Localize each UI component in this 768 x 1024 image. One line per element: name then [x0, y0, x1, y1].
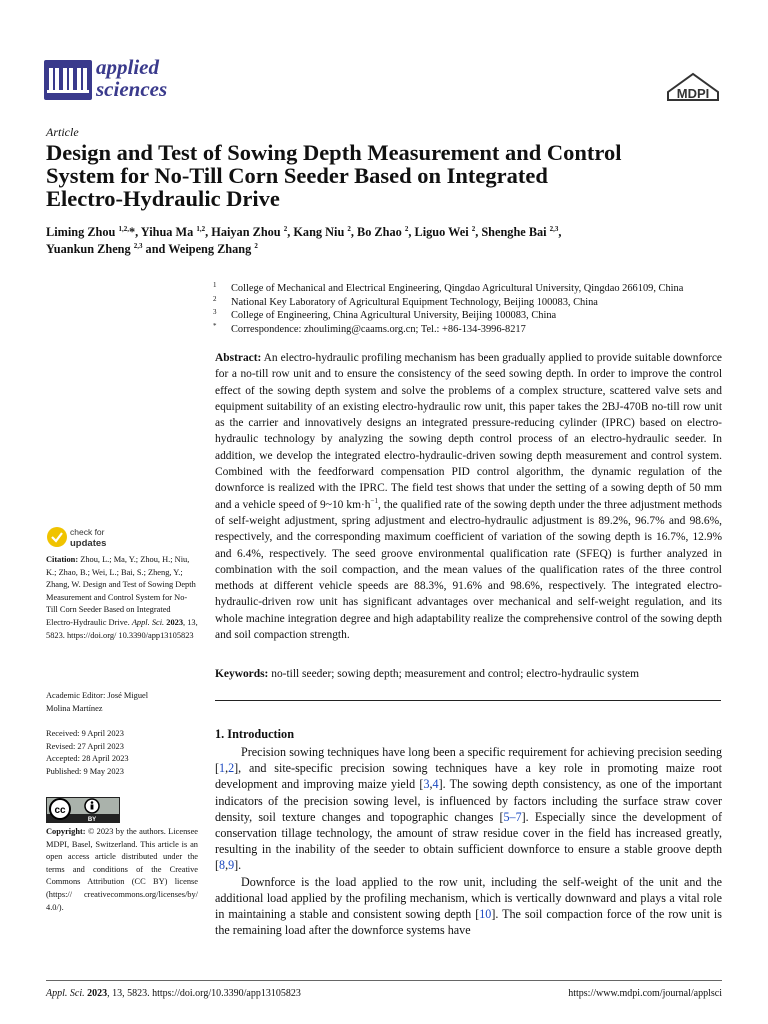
date-published: Published: 9 May 2023	[46, 766, 124, 776]
author-line	[46, 224, 726, 241]
keywords	[215, 666, 722, 682]
journal-name-line2: sciences	[96, 77, 168, 101]
text-run: ,	[558, 225, 562, 239]
text-run: Liming Zhou	[46, 225, 119, 239]
paragraph	[215, 744, 722, 874]
check-circle-icon	[47, 527, 67, 547]
text-run: , Haiyan Zhou	[205, 225, 284, 239]
text-run: , Kang Niu	[287, 225, 348, 239]
citation-link[interactable]: 8	[219, 858, 226, 873]
footer-journal-url[interactable]: https://www.mdpi.com/journal/applsci	[568, 988, 722, 999]
author-affiliation-superscript: 1,2,	[118, 224, 129, 233]
citation-link[interactable]: 5–7	[503, 809, 522, 824]
abstract-label: Abstract:	[215, 352, 262, 364]
paragraph	[215, 874, 722, 939]
citation-label: Citation:	[46, 555, 79, 564]
author-affiliation-superscript: 2	[254, 241, 258, 250]
text-run: , Bo Zhao	[350, 225, 405, 239]
academic-editor	[46, 690, 198, 715]
citation-journal: Appl. Sci.	[131, 617, 165, 627]
citation-link[interactable]: 2	[228, 761, 235, 776]
text-run: *, Yihua Ma	[128, 225, 197, 239]
text-run: and Weipeng Zhang	[142, 242, 255, 256]
affiliation-text: College of Mechanical and Electrical Engineering, Qingdao Agricultural University, Qingdao 266109, China	[231, 283, 684, 294]
editor-name: Molina Martínez	[46, 703, 103, 713]
author-line	[46, 241, 726, 258]
citation-volume: , 13, 5823. https://doi.org/ 10.3390/app13105823	[46, 617, 198, 640]
author-affiliation-superscript: 2	[283, 224, 288, 233]
article-type: Article	[46, 125, 79, 139]
date-received: Received: 9 April 2023	[46, 729, 124, 738]
abstract-superscript: −1	[370, 496, 378, 505]
affiliation-text: College of Engineering, China Agricultural University, Beijing 100083, China	[231, 310, 557, 321]
section-divider	[215, 700, 721, 701]
text-run: ]. The soil compaction force of the row unit is the remaining load after the downforce systems have	[215, 907, 722, 938]
title-line: Design and Test of Sowing Depth Measurement and Control	[46, 140, 622, 165]
text-run: ].	[234, 858, 242, 873]
author-affiliation-superscript: 2	[404, 224, 409, 233]
article-title	[46, 141, 726, 210]
abstract-text: An electro-hydraulic profiling mechanism has been gradually applied to provide suitable downforce for a no-till row unit and to ensure the consistency of the seed sowing depth. In order to improve the control effect of the sowing depth system and solve the problems of a complex structure, scattered valve sets and equipment suitability of an existing electro-hydraulic row unit, this paper takes the 2BJ-470B no-till row unit as the carrier and innovatively designs an integrated pressure-reducing cylinder (IPRC) based on electro-hydraulic technology by analyzing the sowing depth control process of an electro-hydraulic seeder. In addition, we develop the integrated electro-hydraulic-driven sowing depth measurement and control system. Combined with the feedforward compensation PID control algorithm, the dynamic regulation of the downforce is realized with the IPRC. The field test shows that under the setting of a sowing depth of 50 mm and a vehicle speed of 9~10 km·h	[215, 352, 722, 511]
title-line: System for No-Till Corn Seeder Based on Integrated	[46, 163, 548, 188]
text-run: Downforce is the load applied to the row unit, including the self-weight of the unit and the additional load applied by the profiling mechanism, which is vertically downward and plays a vital role in maintaining a stable and consistent sowing depth [	[215, 874, 722, 922]
mdpi-logo-text: MDPI	[676, 86, 710, 101]
footer-doi[interactable]: , 13, 5823. https://doi.org/10.3390/app13105823	[107, 988, 301, 999]
citation-year: 2023	[166, 617, 183, 627]
cc-by-label: BY	[87, 817, 97, 823]
affiliation-list	[213, 282, 733, 336]
footer-citation	[46, 988, 301, 999]
text-run: Yuankun Zheng	[46, 242, 134, 256]
title-line: Electro-Hydraulic Drive	[46, 186, 280, 211]
footer-journal: Appl. Sci.	[46, 988, 85, 999]
mdpi-logo-icon	[664, 70, 722, 104]
author-affiliation-superscript: 2,3	[549, 224, 559, 233]
author-affiliation-superscript: 1,2	[196, 224, 206, 233]
copyright-text: © 2023 by the authors. Licensee MDPI, Basel, Switzerland. This article is an open access article distributed under the terms and conditions of the Creative Commons Attribution (CC BY) license (https:// creativecommons.org/licenses/by/ 4.0/).	[46, 827, 198, 912]
date-revised: Revised: 27 April 2023	[46, 741, 124, 751]
citation-link[interactable]: 4	[432, 777, 439, 792]
author-affiliation-superscript: 2,3	[133, 241, 143, 250]
affiliation-text: Correspondence: zhouliming@caams.org.cn; Tel.: +86-134-3996-8217	[231, 323, 526, 335]
text-run: ], and site-specific precision sowing techniques have a key role in promoting maize root development and improving maize yield [	[215, 761, 722, 792]
editor-label: Academic Editor: José Miguel	[46, 691, 149, 700]
citation-text: Zhou, L.; Ma, Y.; Zhou, H.; Niu, K.; Zhao, B.; Wei, L.; Bai, S.; Zheng, Y.; Zhang, W. Design and Test of Sowing Depth Measurement and Control System for No-Till Corn Seeder Based on Integrated Electro-Hydraulic Drive.	[46, 555, 196, 627]
abstract-text-continued: , the qualified rate of the sowing depth under the three adjustment methods of self-weight adjustment, spring adjustment and electro-hydraulic adjustment is 89.2%, 96.7% and 98.6%, respectively, and the corresponding maximum coefficient of variation of the sowing depth is 16.7%, 12.9% and 6.4%, respectively. The seed groove environmental qualification rate (SFEQ) is further analyzed in combination with the soil compaction, and the mean values of the qualification rates of the three control methods at different vehicle speeds are 88.3%, 91.6% and 98.6%, respectively. The integrated electro-hydraulic-driven row unit has significant advantages over mechanical and self-weight regulation, and its whole machine integration degree and high adaptability realize the comprehensive control of the sowing depth and soil compaction strength.	[215, 498, 722, 642]
citation-block	[46, 554, 198, 642]
date-accepted: Accepted: 28 April 2023	[46, 754, 129, 764]
check-line2: updates	[70, 538, 107, 549]
affiliation-number: 1	[213, 281, 217, 289]
abstract	[215, 350, 722, 643]
introduction-body	[215, 744, 722, 938]
affiliation-item	[213, 296, 733, 310]
affiliation-number: *	[213, 321, 217, 330]
text-run: ,	[429, 777, 433, 792]
text-run: , Liguo Wei	[408, 225, 472, 239]
footer-divider	[46, 980, 722, 981]
text-run: ]. Especially since the development of conservation tillage technology, the amount of straw residue cover in the field has increased greatly, resulting in the inability of the seeder to obtain sufficient downforce to ensure a stable groove depth [	[215, 809, 722, 873]
text-run: ,	[225, 761, 229, 776]
citation-link[interactable]: 1	[219, 761, 226, 776]
text-run: ,	[225, 858, 229, 873]
text-run: ]. The sowing depth consistency, as one of the important indicators of the precision sowing level, is influenced by factors including the surface straw cover density, soil texture changes and topographic changes [	[215, 777, 722, 824]
keywords-label: Keywords:	[215, 668, 269, 680]
copyright-block	[46, 826, 198, 914]
journal-name	[96, 56, 167, 100]
copyright-label: Copyright:	[46, 827, 86, 836]
author-affiliation-superscript: 2	[347, 224, 351, 233]
journal-name-line1: applied	[96, 55, 159, 79]
keywords-text: no-till seeder; sowing depth; measurement and control; electro-hydraulic system	[271, 668, 640, 680]
author-affiliation-superscript: 2	[471, 224, 476, 233]
svg-text:cc: cc	[54, 805, 66, 816]
affiliation-item	[213, 282, 733, 296]
publication-dates	[46, 728, 198, 778]
check-line1: check for	[70, 527, 105, 537]
affiliation-item	[213, 309, 733, 323]
check-for-updates-badge[interactable]	[46, 524, 156, 550]
citation-link[interactable]: 10	[479, 907, 492, 922]
cc-by-license-icon[interactable]	[46, 797, 120, 823]
journal-logo-icon	[44, 60, 92, 100]
affiliation-number: 2	[213, 294, 217, 303]
affiliation-item	[213, 323, 733, 337]
affiliation-number: 3	[213, 308, 217, 316]
affiliation-text: National Key Laboratory of Agricultural Equipment Technology, Beijing 100083, China	[231, 296, 598, 308]
author-list	[46, 224, 726, 258]
citation-link[interactable]: 3	[423, 777, 430, 792]
text-run: , Shenghe Bai	[475, 225, 550, 239]
text-run: Precision sowing techniques have long been a specific requirement for achieving precision seeding [	[215, 745, 722, 776]
section-heading-introduction: 1. Introduction	[215, 727, 295, 741]
footer-year: 2023	[87, 988, 108, 999]
citation-link[interactable]: 9	[228, 858, 235, 873]
